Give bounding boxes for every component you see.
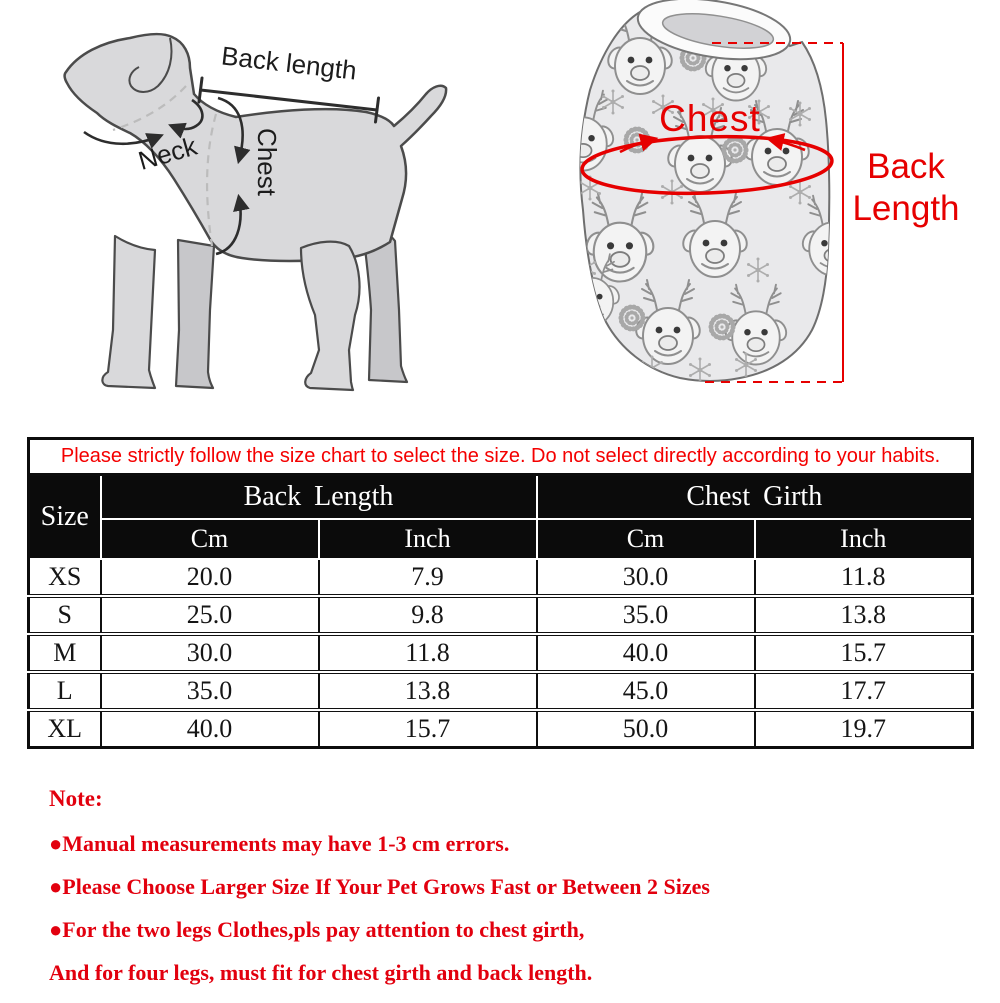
- dog-back-length-label: Back length: [219, 40, 359, 86]
- table-row: [29, 672, 973, 710]
- garment-back-length-line2: Length: [852, 189, 960, 228]
- table-cell: M: [29, 634, 101, 672]
- table-cell: 13.8: [755, 596, 973, 634]
- notice-row: [29, 439, 973, 475]
- table-cell: 11.8: [755, 559, 973, 596]
- garment-back-length-line1: Back: [867, 147, 945, 186]
- size-table: [27, 437, 974, 749]
- table-cell: 20.0: [101, 559, 319, 596]
- table-cell: 50.0: [537, 710, 755, 748]
- size-column-header: Size: [29, 475, 101, 560]
- table-cell: 13.8: [319, 672, 537, 710]
- dog-neck-label: Neck: [134, 130, 201, 176]
- note-item: ●Please Choose Larger Size If Your Pet Grows Fast or Between 2 Sizes: [49, 874, 710, 899]
- table-cell: 15.7: [319, 710, 537, 748]
- table-cell: XS: [29, 559, 101, 596]
- table-cell: 19.7: [755, 710, 973, 748]
- unit-header: Inch: [755, 519, 973, 559]
- table-cell: 17.7: [755, 672, 973, 710]
- table-cell: L: [29, 672, 101, 710]
- size-chart-notice: Please strictly follow the size chart to select the size. Do not select directly according to your habits.: [29, 439, 973, 475]
- table-cell: XL: [29, 710, 101, 748]
- unit-header: Cm: [101, 519, 319, 559]
- table-cell: 40.0: [537, 634, 755, 672]
- garment-back-length-label: [840, 146, 972, 230]
- garment-chest-label: Chest: [659, 98, 761, 139]
- chest-girth-group-header: Chest Girth: [537, 475, 973, 520]
- note-item: ●For the two legs Clothes,pls pay attention to chest girth,: [49, 917, 585, 942]
- note-item: And for four legs, must fit for chest girth and back length.: [49, 960, 593, 985]
- unit-header: Cm: [537, 519, 755, 559]
- dog-near-legs: [102, 236, 359, 390]
- table-cell: 35.0: [101, 672, 319, 710]
- table-row: [29, 710, 973, 748]
- note-item: ●Manual measurements may have 1-3 cm errors.: [49, 831, 510, 856]
- table-cell: 25.0: [101, 596, 319, 634]
- table-row: [29, 559, 973, 596]
- table-row: [29, 596, 973, 634]
- table-units-header-row: [29, 519, 973, 559]
- notes-title: Note:: [49, 786, 103, 811]
- table-cell: 15.7: [755, 634, 973, 672]
- table-cell: 30.0: [101, 634, 319, 672]
- table-row: [29, 634, 973, 672]
- table-cell: 45.0: [537, 672, 755, 710]
- dog-chest-label: Chest: [252, 128, 282, 196]
- dog-measurement-diagram: [18, 10, 478, 415]
- table-cell: 7.9: [319, 559, 537, 596]
- table-cell: 9.8: [319, 596, 537, 634]
- table-cell: 30.0: [537, 559, 755, 596]
- notes-section: [49, 786, 710, 1003]
- garment-diagram: [550, 0, 880, 400]
- table-cell: S: [29, 596, 101, 634]
- table-cell: 11.8: [319, 634, 537, 672]
- table-cell: 40.0: [101, 710, 319, 748]
- table-cell: 35.0: [537, 596, 755, 634]
- back-length-group-header: Back Length: [101, 475, 537, 520]
- unit-header: Inch: [319, 519, 537, 559]
- table-group-header-row: [29, 475, 973, 520]
